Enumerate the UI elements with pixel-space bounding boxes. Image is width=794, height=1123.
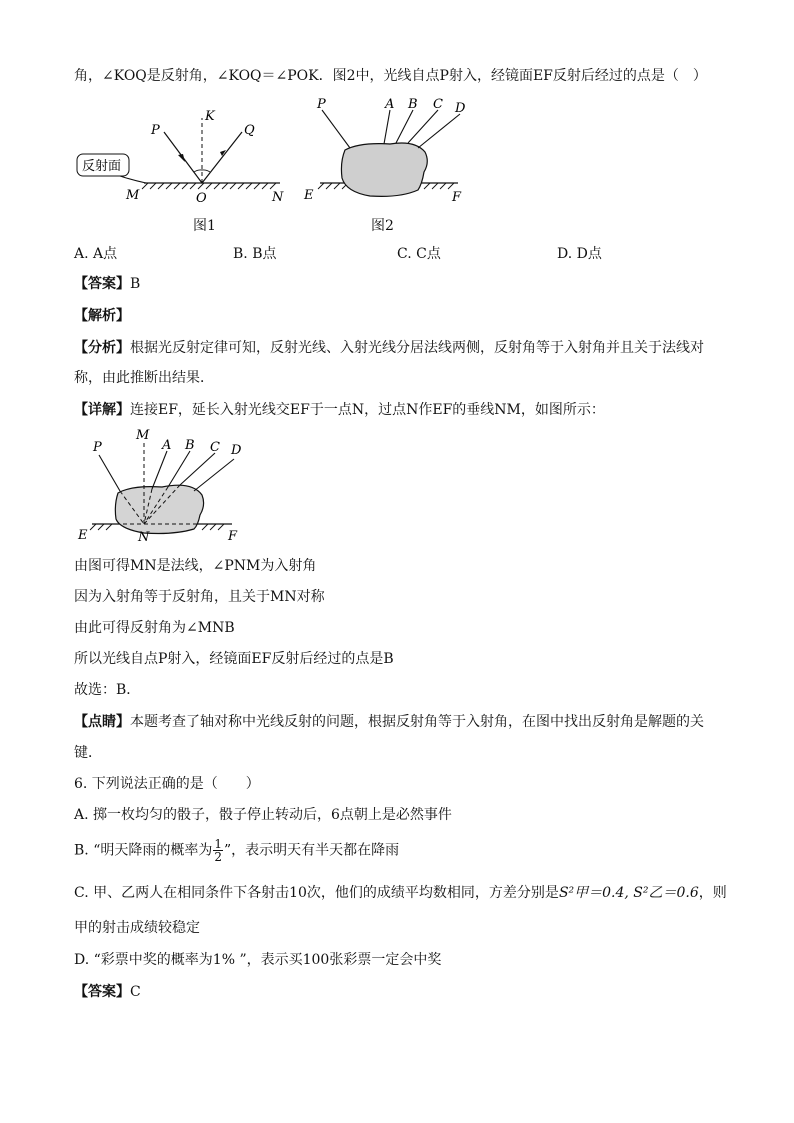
answer-1-value: B — [130, 276, 141, 292]
dianjing-tag: 【点睛】 — [74, 714, 130, 730]
figure-1 — [74, 92, 294, 212]
answer-2-tag: 【答案】 — [74, 984, 130, 1000]
fig3-label-m: M — [136, 428, 150, 443]
fig1-caption: 图1 — [193, 218, 216, 234]
step-2: 因为入射角等于反射角，且关于MN对称 — [74, 589, 325, 605]
option-c: C. C点 — [397, 246, 441, 262]
dianjing-line-1 — [74, 712, 704, 732]
fig3-label-e: E — [78, 528, 88, 543]
step-3: 由此可得反射角为∠MNB — [74, 620, 235, 636]
fraction-numerator: 1 — [214, 837, 222, 851]
q6-stem: 6. 下列说法正确的是（ ） — [74, 776, 260, 792]
q6-option-b-pre: B. “明天降雨的概率为 — [74, 842, 213, 859]
fenxi-tag: 【分析】 — [74, 340, 130, 356]
figure-2 — [300, 92, 480, 212]
detail-line — [74, 400, 605, 420]
fig2-label-e: E — [304, 188, 314, 203]
option-b: B. B点 — [233, 246, 277, 262]
option-d: D. D点 — [557, 246, 602, 262]
q6-option-b — [74, 838, 399, 863]
answer-2 — [74, 982, 141, 1002]
q6-option-a: A. 掷一枚均匀的骰子，骰子停止转动后，6点朝上是必然事件 — [74, 807, 452, 823]
fig3-label-f: F — [228, 529, 238, 544]
dianjing-line-2: 键． — [74, 745, 102, 761]
q6-option-d: D. “彩票中奖的概率为1% ”，表示买100张彩票一定会中奖 — [74, 952, 442, 968]
fraction-denominator: 2 — [214, 850, 222, 864]
analysis-tag: 【解析】 — [74, 308, 130, 324]
answer-2-value: C — [130, 984, 141, 1000]
figure-3 — [74, 425, 274, 545]
q6-option-c-line-2: 甲的射击成绩较稳定 — [74, 920, 200, 936]
fig2-label-p: P — [317, 97, 326, 112]
q6-option-c-math: S²甲＝0.4, S²乙＝0.6 — [558, 885, 699, 901]
answer-1 — [74, 274, 140, 294]
answer-1-tag: 【答案】 — [74, 276, 130, 292]
fig1-label-k: K — [205, 109, 215, 124]
step-5: 故选：B． — [74, 682, 141, 698]
fig3-label-a: A — [162, 438, 172, 453]
fig2-label-c: C — [433, 97, 443, 112]
dianjing-text-1: 本题考查了轴对称中光线反射的问题，根据反射角等于入射角，在图中找出反射角是解题的关 — [130, 714, 704, 730]
fraction-one-half — [213, 838, 223, 863]
fig1-label-o: O — [196, 191, 207, 206]
q6-option-c — [74, 883, 727, 903]
step-1: 由图可得MN是法线，∠PNM为入射角 — [74, 558, 317, 574]
fig2-label-f: F — [452, 190, 462, 205]
fenxi-line-1 — [74, 338, 704, 358]
fig3-label-d: D — [231, 443, 242, 458]
fig2-caption: 图2 — [371, 218, 394, 234]
fig1-box-label: 反射面 — [82, 159, 122, 174]
q6-option-c-pre: C. 甲、乙两人在相同条件下各射击10次，他们的成绩平均数相同，方差分别是 — [74, 885, 559, 901]
fig3-label-p: P — [93, 440, 102, 455]
fig3-label-n: N — [138, 530, 150, 545]
fig1-label-q: Q — [244, 123, 255, 138]
fig1-label-m: M — [126, 188, 140, 203]
text-line-continuation: 角，∠KOQ是反射角，∠KOQ＝∠POK．图2中，光线自点P射入，经镜面EF反射后经过的点是（ ） — [74, 68, 707, 84]
detail-tag: 【详解】 — [74, 402, 130, 418]
fig2-label-a: A — [385, 97, 395, 112]
fig2-label-b: B — [408, 97, 418, 112]
q6-option-c-post: ，则 — [698, 885, 727, 901]
fenxi-line-2: 称，由此推断出结果． — [74, 370, 214, 386]
fig3-label-b: B — [185, 438, 195, 453]
detail-text: 连接EF，延长入射光线交EF于一点N，过点N作EF的垂线NM，如图所示： — [130, 402, 605, 418]
fig2-label-d: D — [455, 101, 466, 116]
fig3-label-c: C — [210, 440, 220, 455]
fig1-label-n: N — [272, 190, 284, 205]
fenxi-text-1: 根据光反射定律可知，反射光线、入射光线分居法线两侧，反射角等于入射角并且关于法线对 — [130, 340, 704, 356]
fig1-label-p: P — [151, 123, 160, 138]
q6-option-b-post: ”，表示明天有半天都在降雨 — [224, 842, 400, 859]
option-a: A. A点 — [74, 246, 118, 262]
step-4: 所以光线自点P射入，经镜面EF反射后经过的点是B — [74, 651, 394, 667]
